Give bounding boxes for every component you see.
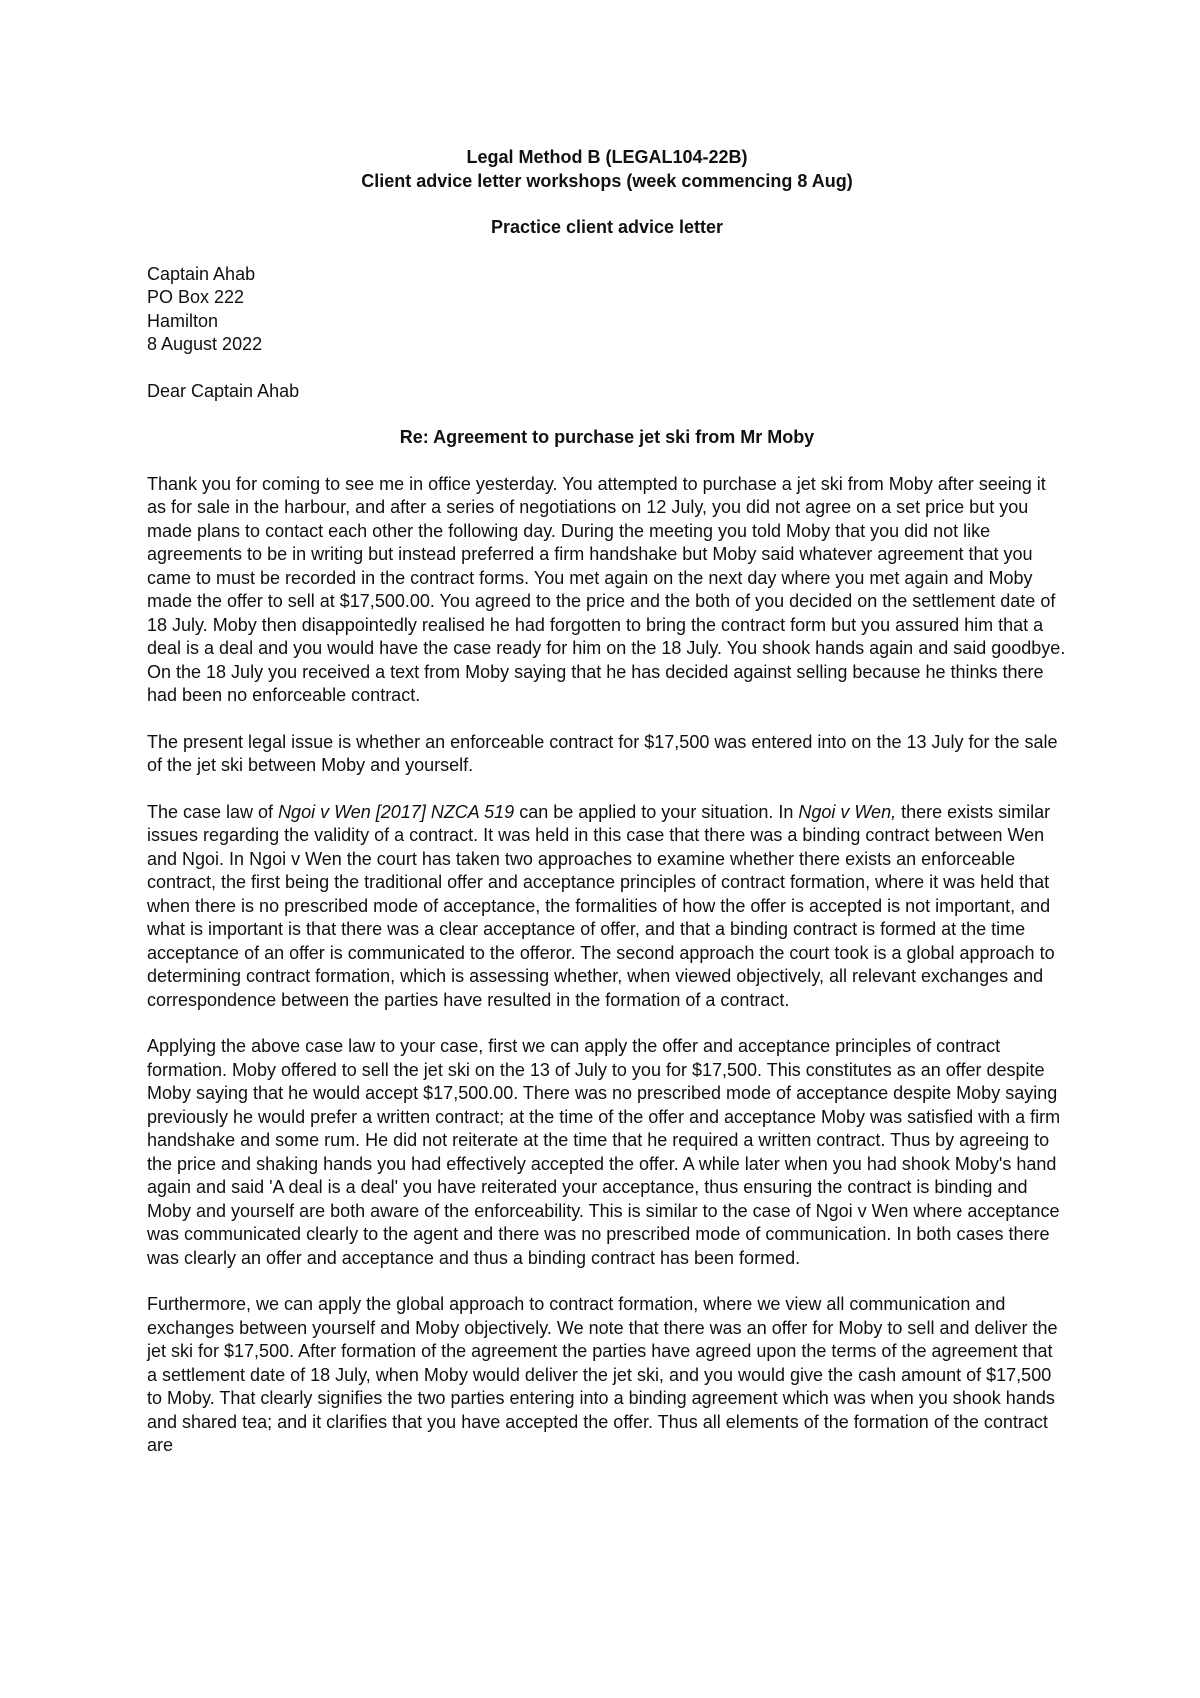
workshop-title: Client advice letter workshops (week commencing 8 Aug)	[361, 170, 853, 191]
letter-page	[147, 146, 1067, 1458]
recipient-city: Hamilton	[147, 310, 219, 331]
paragraph-legal-issue: The present legal issue is whether an enforceable contract for $17,500 was entered into on the 13 July for the sale of the jet ski between Moby and yourself.	[147, 731, 1058, 775]
re-line: Re: Agreement to purchase jet ski from Mr Moby	[399, 427, 815, 447]
document-header	[147, 146, 1067, 193]
case-law-mid: can be applied to your situation. In	[514, 801, 799, 822]
recipient-po-box: PO Box 222	[147, 287, 245, 307]
case-law-body: there exists similar issues regarding the validity of a contract. It was held in this case that there was a binding contract between Wen and Ngoi. In Ngoi v Wen the court has taken two approaches to examine whether there exists an enforceable contract, the first being the traditional offer and acceptance principles of contract formation, where it was held that when there is no prescribed mode of acceptance, the formalities of how the offer is accepted is not important, and what is important is that there was a clear acceptance of offer, and that a binding contract is formed at the time acceptance of an offer is communicated to the offeror. The second approach the court took is a global approach to determining contract formation, which is assessing whether, when viewed objectively, all relevant exchanges and correspondence between the parties have resulted in the formation of a contract.	[147, 801, 1055, 1010]
recipient-name: Captain Ahab	[147, 263, 256, 284]
letter-date: 8 August 2022	[147, 334, 263, 354]
course-title: Legal Method B (LEGAL104-22B)	[466, 147, 748, 167]
case-citation: Ngoi v Wen [2017] NZCA 519	[278, 801, 515, 822]
letter-subtitle: Practice client advice letter	[490, 217, 724, 237]
paragraph-facts: Thank you for coming to see me in office yesterday. You attempted to purchase a jet ski from Moby after seeing it as for sale in the harbour, and after a series of negotiations on 12 July, you did not agree on a set price but you made plans to contact each other the following day. During the meeting you told Moby that you did not like agreements to be in writing but instead preferred a firm handshake but Moby said whatever agreement that you came to must be recorded in the contract forms. You met again on the next day where you met again and Moby made the offer to sell at $17,500.00. You agreed to the price and the both of you decided on the settlement date of 18 July. Moby then disappointedly realised he had forgotten to bring the contract form but you assured him that a deal is a deal and you would have the case ready for him on the 18 July. You shook hands again and said goodbye. On the 18 July you received a text from Moby saying that he has decided against selling because he thinks there had been no enforceable contract.	[147, 473, 1066, 705]
paragraph-case-law	[147, 801, 1067, 1013]
salutation: Dear Captain Ahab	[147, 380, 300, 401]
recipient-address	[147, 263, 1067, 357]
paragraph-global-approach: Furthermore, we can apply the global approach to contract formation, where we view all communication and exchanges between yourself and Moby objectively. We note that there was an offer for Moby to sell and deliver the jet ski for $17,500. After formation of the agreement the parties have agreed upon the terms of the agreement that a settlement date of 18 July, when Moby would deliver the jet ski, and you would give the cash amount of $17,500 to Moby. That clearly signifies the two parties entering into a binding agreement which was when you shook hands and shared tea; and it clarifies that you have accepted the offer. Thus all elements of the formation of the contract are	[147, 1294, 1058, 1455]
case-law-intro: The case law of	[147, 801, 279, 822]
paragraph-application: Applying the above case law to your case, first we can apply the offer and acceptance principles of contract formation. Moby offered to sell the jet ski on the 13 of July to you for $17,500. This constitutes as an offer despite Moby saying that he would accept $17,500.00. There was no prescribed mode of acceptance despite Moby saying previously he would prefer a written contract; at the time of the offer and acceptance Moby was satisfied with a firm handshake and some rum. He did not reiterate at the time that he required a written contract. Thus by agreeing to the price and shaking hands you had effectively accepted the offer. A while later when you had shook Moby's hand again and said 'A deal is a deal' you have reiterated your acceptance, thus ensuring the contract is binding and Moby and yourself are both aware of the enforceability. This is similar to the case of Ngoi v Wen where acceptance was communicated clearly to the agent and there was no prescribed mode of communication. In both cases there was clearly an offer and acceptance and thus a binding contract has been formed.	[147, 1036, 1061, 1268]
case-name: Ngoi v Wen,	[798, 801, 897, 822]
